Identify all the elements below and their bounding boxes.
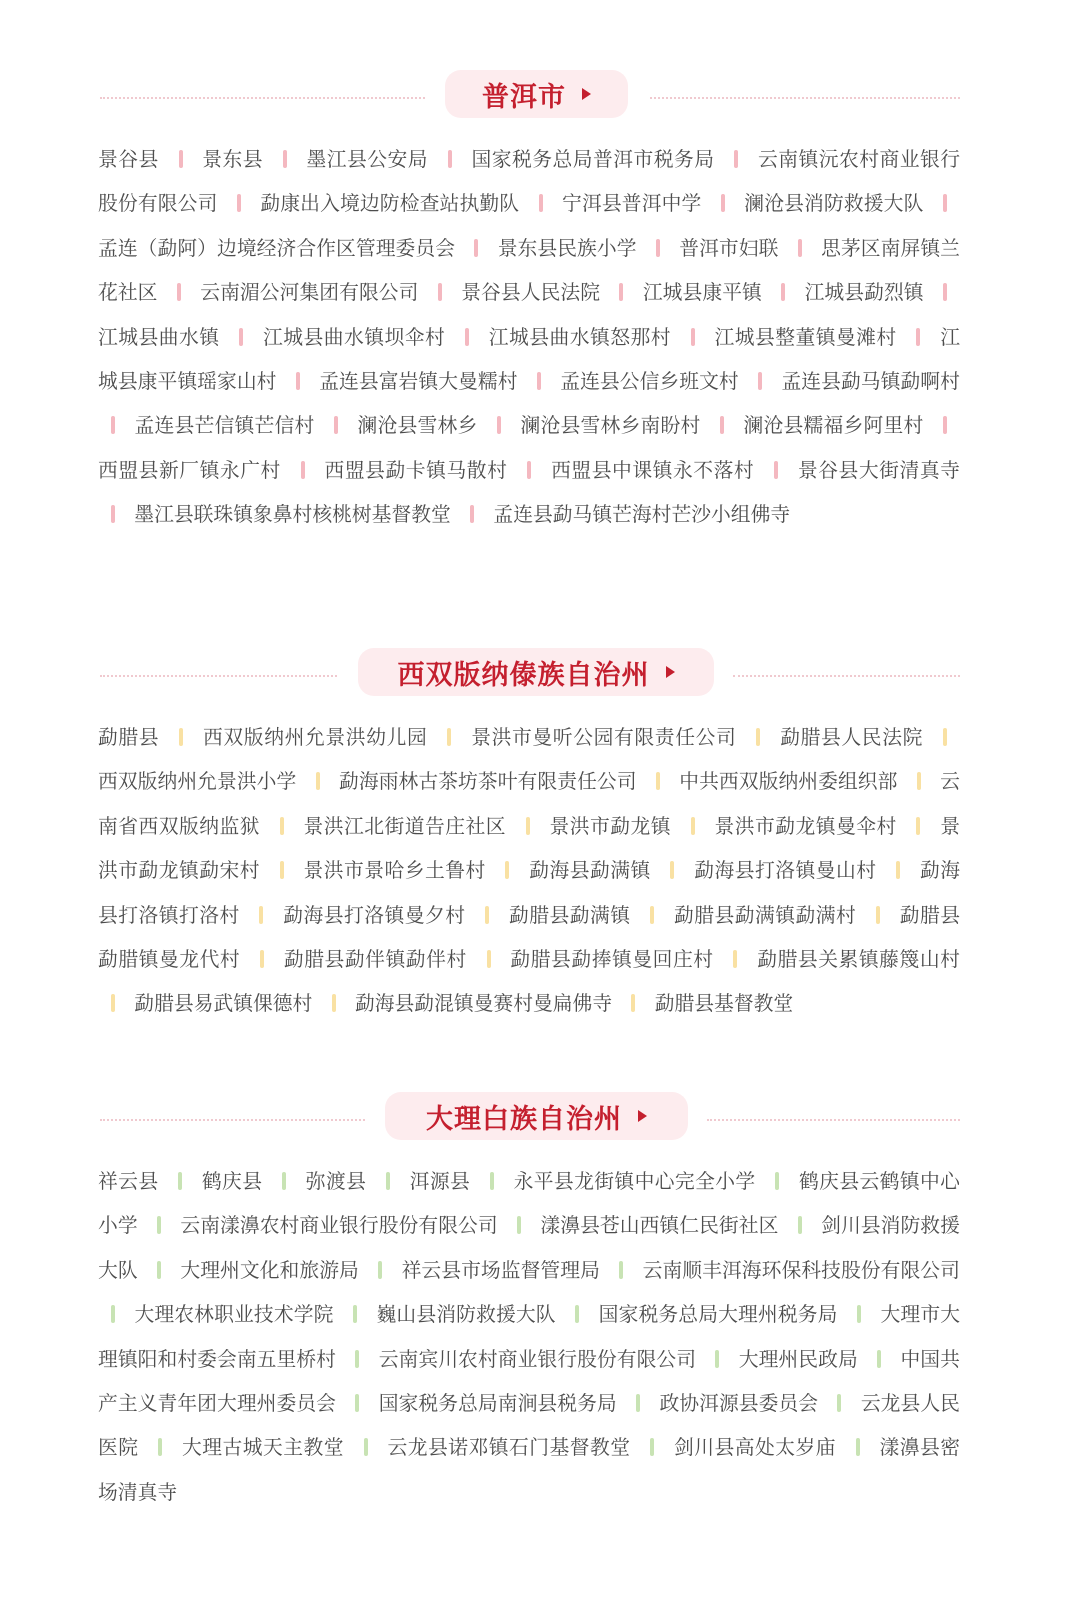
item-separator — [157, 1216, 161, 1234]
list-item: 江城县曲水镇坝伞村 — [263, 325, 446, 349]
item-separator — [631, 994, 635, 1012]
section-title-pill[interactable] — [385, 1092, 688, 1140]
item-separator — [332, 994, 336, 1012]
item-separator — [111, 416, 115, 434]
list-item: 景洪市勐龙镇勐宋村 — [98, 814, 961, 883]
list-item: 景洪市曼听公园有限责任公司 — [471, 726, 737, 749]
item-separator — [916, 328, 920, 346]
list-item: 云龙县人民医院 — [98, 1392, 960, 1460]
item-separator — [837, 1394, 841, 1412]
item-separator — [487, 950, 491, 968]
dotted-divider-right — [650, 97, 960, 99]
item-separator — [355, 1350, 359, 1368]
list-item: 鹤庆县云鹤镇中心小学 — [98, 1170, 960, 1238]
item-separator — [364, 1438, 368, 1456]
list-item: 勐康出入境边防检查站执勤队 — [260, 192, 520, 216]
list-item: 孟连县勐马镇芒海村芒沙小组佛寺 — [493, 503, 791, 527]
item-separator — [158, 1438, 162, 1456]
item-separator — [656, 239, 660, 257]
list-item: 大理州民政局 — [738, 1347, 858, 1371]
item-separator — [296, 372, 300, 390]
list-item: 勐腊县关累镇藤篾山村 — [757, 948, 960, 972]
item-separator — [239, 328, 243, 346]
item-separator — [733, 950, 737, 968]
list-item: 大理州文化和旅游局 — [180, 1258, 359, 1282]
item-separator — [537, 372, 541, 390]
item-separator — [734, 150, 738, 168]
list-item: 西双版纳州允景洪幼儿园 — [203, 726, 428, 749]
item-separator — [656, 772, 660, 790]
item-separator — [943, 416, 947, 434]
list-item: 景洪市景哈乡土鲁村 — [303, 859, 486, 883]
item-separator — [470, 505, 474, 523]
item-separator — [280, 817, 284, 835]
item-separator — [650, 906, 654, 924]
list-item: 西盟县中课镇永不落村 — [551, 458, 755, 482]
item-separator — [438, 283, 442, 301]
list-item: 云南镇沅农村商业银行股份有限公司 — [98, 148, 960, 216]
dotted-divider-right — [707, 1119, 960, 1121]
list-item: 孟连县芒信镇芒信村 — [134, 414, 315, 438]
list-item: 思茅区南屏镇兰花社区 — [98, 236, 960, 305]
list-item: 景东县民族小学 — [497, 236, 637, 260]
item-separator — [715, 1350, 719, 1368]
item-separator — [316, 772, 320, 790]
play-arrow-icon — [582, 88, 591, 100]
item-separator — [259, 906, 263, 924]
section-title: 西双版纳傣族自治州 — [397, 659, 650, 691]
item-separator — [485, 906, 489, 924]
list-item: 景谷县大街清真寺 — [797, 458, 960, 482]
list-item: 西双版纳州允景洪小学 — [98, 770, 297, 794]
list-item: 勐腊县易武镇倮德村 — [134, 992, 313, 1016]
item-separator — [447, 728, 451, 746]
item-separator — [111, 1305, 115, 1323]
item-separator — [619, 1261, 623, 1279]
section-puer — [0, 70, 1085, 527]
item-separator — [896, 861, 900, 879]
list-item: 勐腊县勐捧镇曼回庄村 — [510, 948, 714, 972]
list-item: 云南顺丰洱海环保科技股份有限公司 — [642, 1258, 960, 1282]
list-item: 勐腊县人民法院 — [780, 726, 924, 749]
list-item: 云南漾濞农村商业银行股份有限公司 — [180, 1214, 498, 1238]
item-separator — [490, 1172, 494, 1190]
unit-list — [98, 138, 960, 538]
list-item: 勐海雨林古茶坊茶叶有限责任公司 — [339, 770, 637, 794]
list-item: 普洱市妇联 — [679, 236, 779, 260]
dotted-divider-left — [100, 97, 425, 99]
list-item: 景谷县 — [98, 148, 159, 171]
dotted-divider-left — [100, 675, 337, 677]
list-item: 永平县龙街镇中心完全小学 — [513, 1170, 756, 1193]
item-separator — [111, 994, 115, 1012]
list-item: 澜沧县雪林乡 — [357, 414, 478, 438]
list-item: 勐海县打洛镇打洛村 — [98, 859, 960, 927]
list-item: 剑川县消防救援大队 — [98, 1214, 960, 1282]
list-item: 弥渡县 — [305, 1170, 367, 1193]
item-separator — [877, 1350, 881, 1368]
item-separator — [943, 283, 947, 301]
item-separator — [575, 1305, 579, 1323]
list-item: 景谷县人民法院 — [461, 281, 601, 305]
item-separator — [474, 239, 478, 257]
item-separator — [111, 505, 115, 523]
list-item: 勐海县打洛镇曼夕村 — [283, 903, 466, 927]
section-header — [0, 648, 1085, 704]
item-separator — [781, 283, 785, 301]
list-item: 墨江县联珠镇象鼻村核桃树基督教堂 — [134, 503, 451, 527]
item-separator — [179, 728, 183, 746]
item-separator — [386, 1172, 390, 1190]
list-item: 墨江县公安局 — [306, 148, 428, 171]
item-separator — [650, 1438, 654, 1456]
item-separator — [355, 1394, 359, 1412]
list-item: 漾濞县密场清真寺 — [98, 1436, 961, 1504]
list-item: 宁洱县普洱中学 — [562, 192, 702, 216]
item-separator — [670, 861, 674, 879]
list-item: 西盟县勐卡镇马散村 — [324, 458, 508, 482]
item-separator — [774, 461, 778, 479]
item-separator — [721, 194, 725, 212]
section-header — [0, 1092, 1085, 1148]
list-item: 江城县曲水镇怒那村 — [488, 325, 671, 349]
item-separator — [378, 1261, 382, 1279]
list-item: 剑川县高处太岁庙 — [674, 1436, 836, 1460]
item-separator — [465, 328, 469, 346]
section-dali — [0, 1092, 1085, 1504]
list-item: 景洪市勐龙镇曼伞村 — [714, 814, 897, 838]
item-separator — [497, 416, 501, 434]
item-separator — [917, 772, 921, 790]
item-separator — [283, 150, 287, 168]
list-item: 大理古城天主教堂 — [182, 1436, 344, 1460]
item-separator — [517, 1216, 521, 1234]
item-separator — [282, 1172, 286, 1190]
item-separator — [876, 906, 880, 924]
list-item: 江城县曲水镇 — [98, 325, 220, 349]
item-separator — [691, 328, 695, 346]
list-item: 国家税务总局普洱市税务局 — [471, 148, 715, 171]
play-arrow-icon — [638, 1110, 647, 1122]
list-item: 政协洱源县委员会 — [659, 1392, 819, 1416]
list-item: 祥云县市场监督管理局 — [401, 1258, 600, 1282]
item-separator — [756, 728, 760, 746]
play-arrow-icon — [666, 666, 675, 678]
list-item: 勐海县勐满镇 — [529, 859, 651, 883]
item-separator — [798, 239, 802, 257]
item-separator — [775, 1172, 779, 1190]
list-item: 国家税务总局大理州税务局 — [598, 1303, 838, 1327]
list-item: 中共西双版纳州委组织部 — [679, 770, 898, 794]
item-separator — [334, 416, 338, 434]
item-separator — [916, 817, 920, 835]
list-item: 江城县整董镇曼滩村 — [714, 325, 897, 349]
list-item: 孟连县公信乡班文村 — [560, 370, 739, 394]
item-separator — [353, 1305, 357, 1323]
list-item: 景洪市勐龙镇 — [549, 814, 671, 838]
item-separator — [526, 817, 530, 835]
list-item: 西盟县新厂镇永广村 — [98, 458, 281, 482]
list-item: 勐腊县勐满镇 — [508, 903, 631, 927]
dotted-divider-right — [733, 675, 960, 677]
item-separator — [943, 194, 947, 212]
section-title-pill[interactable] — [445, 70, 628, 118]
item-separator — [856, 1438, 860, 1456]
list-item: 祥云县 — [98, 1170, 159, 1193]
item-separator — [177, 283, 181, 301]
item-separator — [505, 861, 509, 879]
item-separator — [178, 1172, 182, 1190]
item-separator — [691, 817, 695, 835]
list-item: 洱源县 — [409, 1170, 471, 1193]
list-item: 中国共产主义青年团大理州委员会 — [98, 1347, 960, 1416]
list-item: 勐海县勐混镇曼赛村曼扁佛寺 — [354, 992, 613, 1016]
list-item: 孟连县富岩镇大曼糯村 — [319, 370, 518, 394]
item-separator — [157, 1261, 161, 1279]
list-item: 大理市大理镇阳和村委会南五里桥村 — [98, 1303, 961, 1371]
list-item: 勐腊县勐满镇勐满村 — [673, 903, 857, 927]
list-item: 景洪江北街道告庄社区 — [303, 814, 506, 838]
item-separator — [720, 416, 724, 434]
list-item: 澜沧县雪林乡南盼村 — [520, 414, 701, 438]
unit-list — [98, 716, 960, 1027]
section-title: 大理白族自治州 — [426, 1103, 622, 1135]
item-separator — [260, 950, 264, 968]
list-item: 江城县康平镇瑶家山村 — [98, 325, 960, 394]
list-item: 孟连县勐马镇勐啊村 — [781, 370, 960, 394]
item-separator — [301, 461, 305, 479]
list-item: 澜沧县糯福乡阿里村 — [743, 414, 924, 438]
list-item: 江城县勐烈镇 — [804, 281, 924, 305]
list-item: 孟连（勐阿）边境经济合作区管理委员会 — [98, 236, 456, 260]
item-separator — [280, 861, 284, 879]
item-separator — [758, 372, 762, 390]
list-item: 景东县 — [202, 148, 263, 171]
list-item: 云南省西双版纳监狱 — [98, 770, 960, 838]
dotted-divider-left — [100, 1119, 365, 1121]
item-separator — [448, 150, 452, 168]
list-item: 云南湄公河集团有限公司 — [200, 281, 419, 305]
section-xishuangbanna — [0, 648, 1085, 1016]
item-separator — [636, 1394, 640, 1412]
item-separator — [527, 461, 531, 479]
item-separator — [619, 283, 623, 301]
list-item: 鹤庆县 — [201, 1170, 263, 1193]
item-separator — [539, 194, 543, 212]
list-item: 巍山县消防救援大队 — [376, 1303, 556, 1327]
list-item: 江城县康平镇 — [642, 281, 762, 305]
list-item: 勐腊县 — [98, 726, 160, 749]
item-separator — [798, 1216, 802, 1234]
list-item: 云龙县诺邓镇石门基督教堂 — [387, 1436, 631, 1460]
list-item: 澜沧县消防救援大队 — [744, 192, 924, 216]
list-item: 勐腊县基督教堂 — [654, 992, 794, 1016]
section-title: 普洱市 — [482, 81, 566, 113]
item-separator — [943, 728, 947, 746]
list-item: 勐腊县勐腊镇曼龙代村 — [98, 903, 960, 972]
item-separator — [179, 150, 183, 168]
item-separator — [857, 1305, 861, 1323]
list-item: 大理农林职业技术学院 — [134, 1303, 334, 1327]
item-separator — [237, 194, 241, 212]
list-item: 国家税务总局南涧县税务局 — [378, 1392, 617, 1416]
unit-list — [98, 1160, 960, 1515]
list-item: 勐腊县勐伴镇勐伴村 — [283, 948, 467, 972]
section-header — [0, 70, 1085, 126]
list-item: 勐海县打洛镇曼山村 — [694, 859, 877, 883]
list-item: 漾濞县苍山西镇仁民街社区 — [540, 1214, 779, 1238]
list-item: 云南宾川农村商业银行股份有限公司 — [378, 1347, 697, 1371]
section-title-pill[interactable] — [358, 648, 714, 696]
